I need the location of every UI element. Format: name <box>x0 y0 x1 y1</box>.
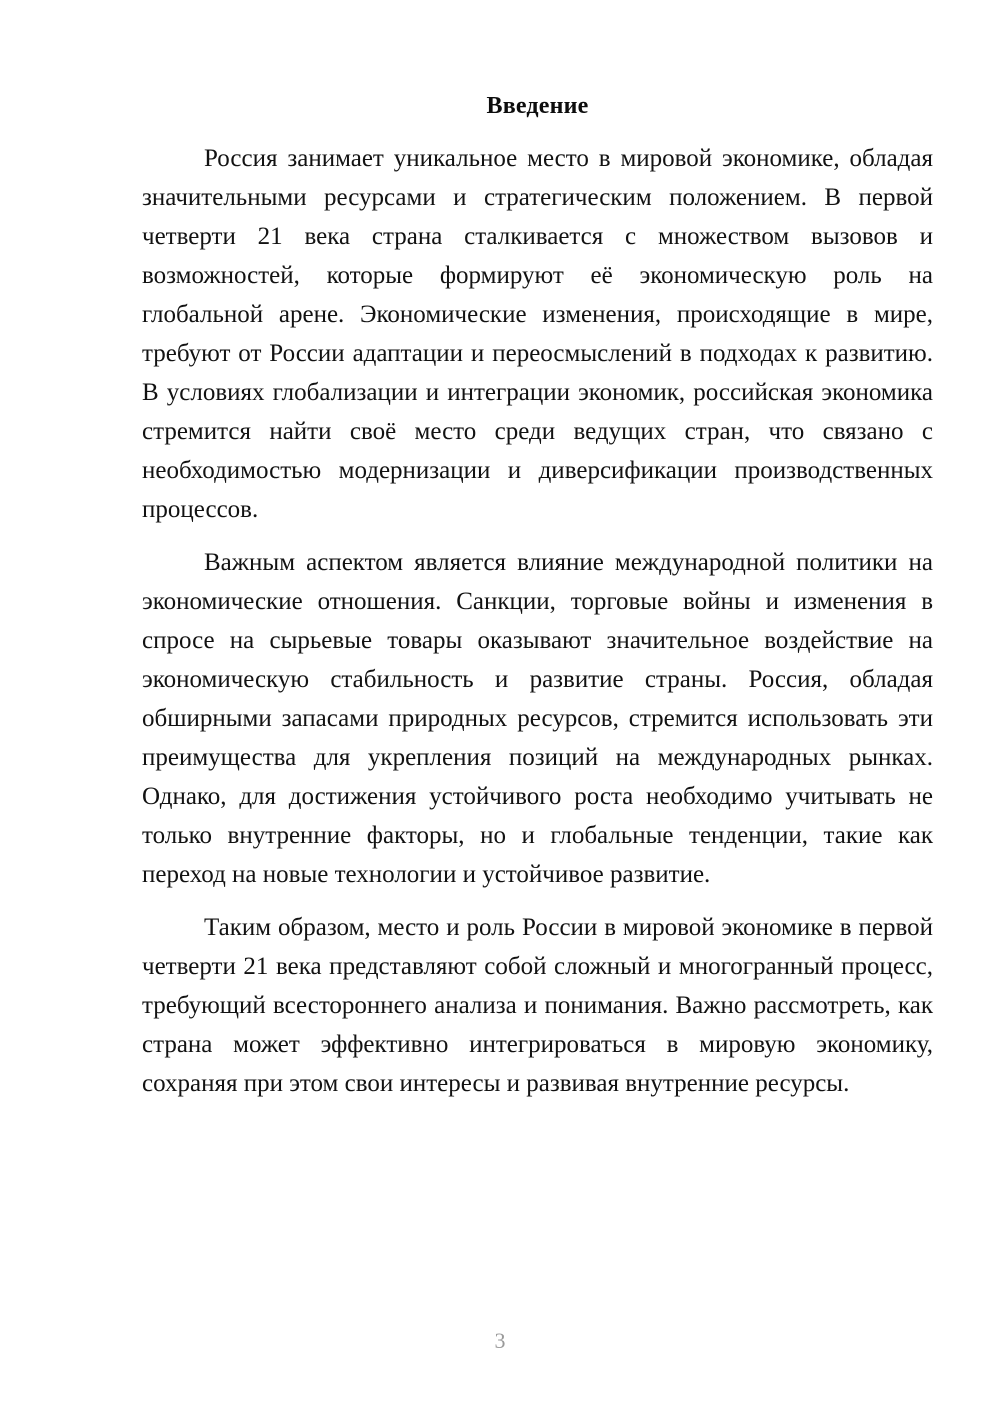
paragraph: Таким образом, место и роль России в мировой экономике в первой четверти 21 века представляют собой сложный и многогранный процесс, требующий всестороннего анализа и понимания. Важно рассмотреть, как страна может эффективно интегрироваться в мировую экономику, сохраняя при этом свои интересы и развивая внутренние ресурсы. <box>142 913 933 1097</box>
page-title: Введение <box>486 93 589 119</box>
paragraph: Важным аспектом является влияние международной политики на экономические отношения. Санкции, торговые войны и изменения в спросе на сырьевые товары оказывают значительное воздействие на экономическую стабильность и развитие страны. Россия, обладая обширными запасами природных ресурсов, стремится использовать эти преимущества для укрепления позиций на международных рынках. Однако, для достижения устойчивого роста необходимо учитывать не только внутренние факторы, но и глобальные тенденции, такие как переход на новые технологии и устойчивое развитие. <box>142 548 933 888</box>
paragraph: Россия занимает уникальное место в мировой экономике, обладая значительными ресурсами и стратегическим положением. В первой четверти 21 века страна сталкивается с множеством вызовов и возможностей, которые формируют её экономическую роль на глобальной арене. Экономические изменения, происходящие в мире, требуют от России адаптации и переосмыслений в подходах к развитию. В условиях глобализации и интеграции экономик, российская экономика стремится найти своё место среди ведущих стран, что связано с необходимостью модернизации и диверсификации производственных процессов. <box>142 144 933 523</box>
page-content <box>142 0 933 1103</box>
page-number: 3 <box>494 1328 506 1353</box>
body-text <box>142 121 933 1103</box>
